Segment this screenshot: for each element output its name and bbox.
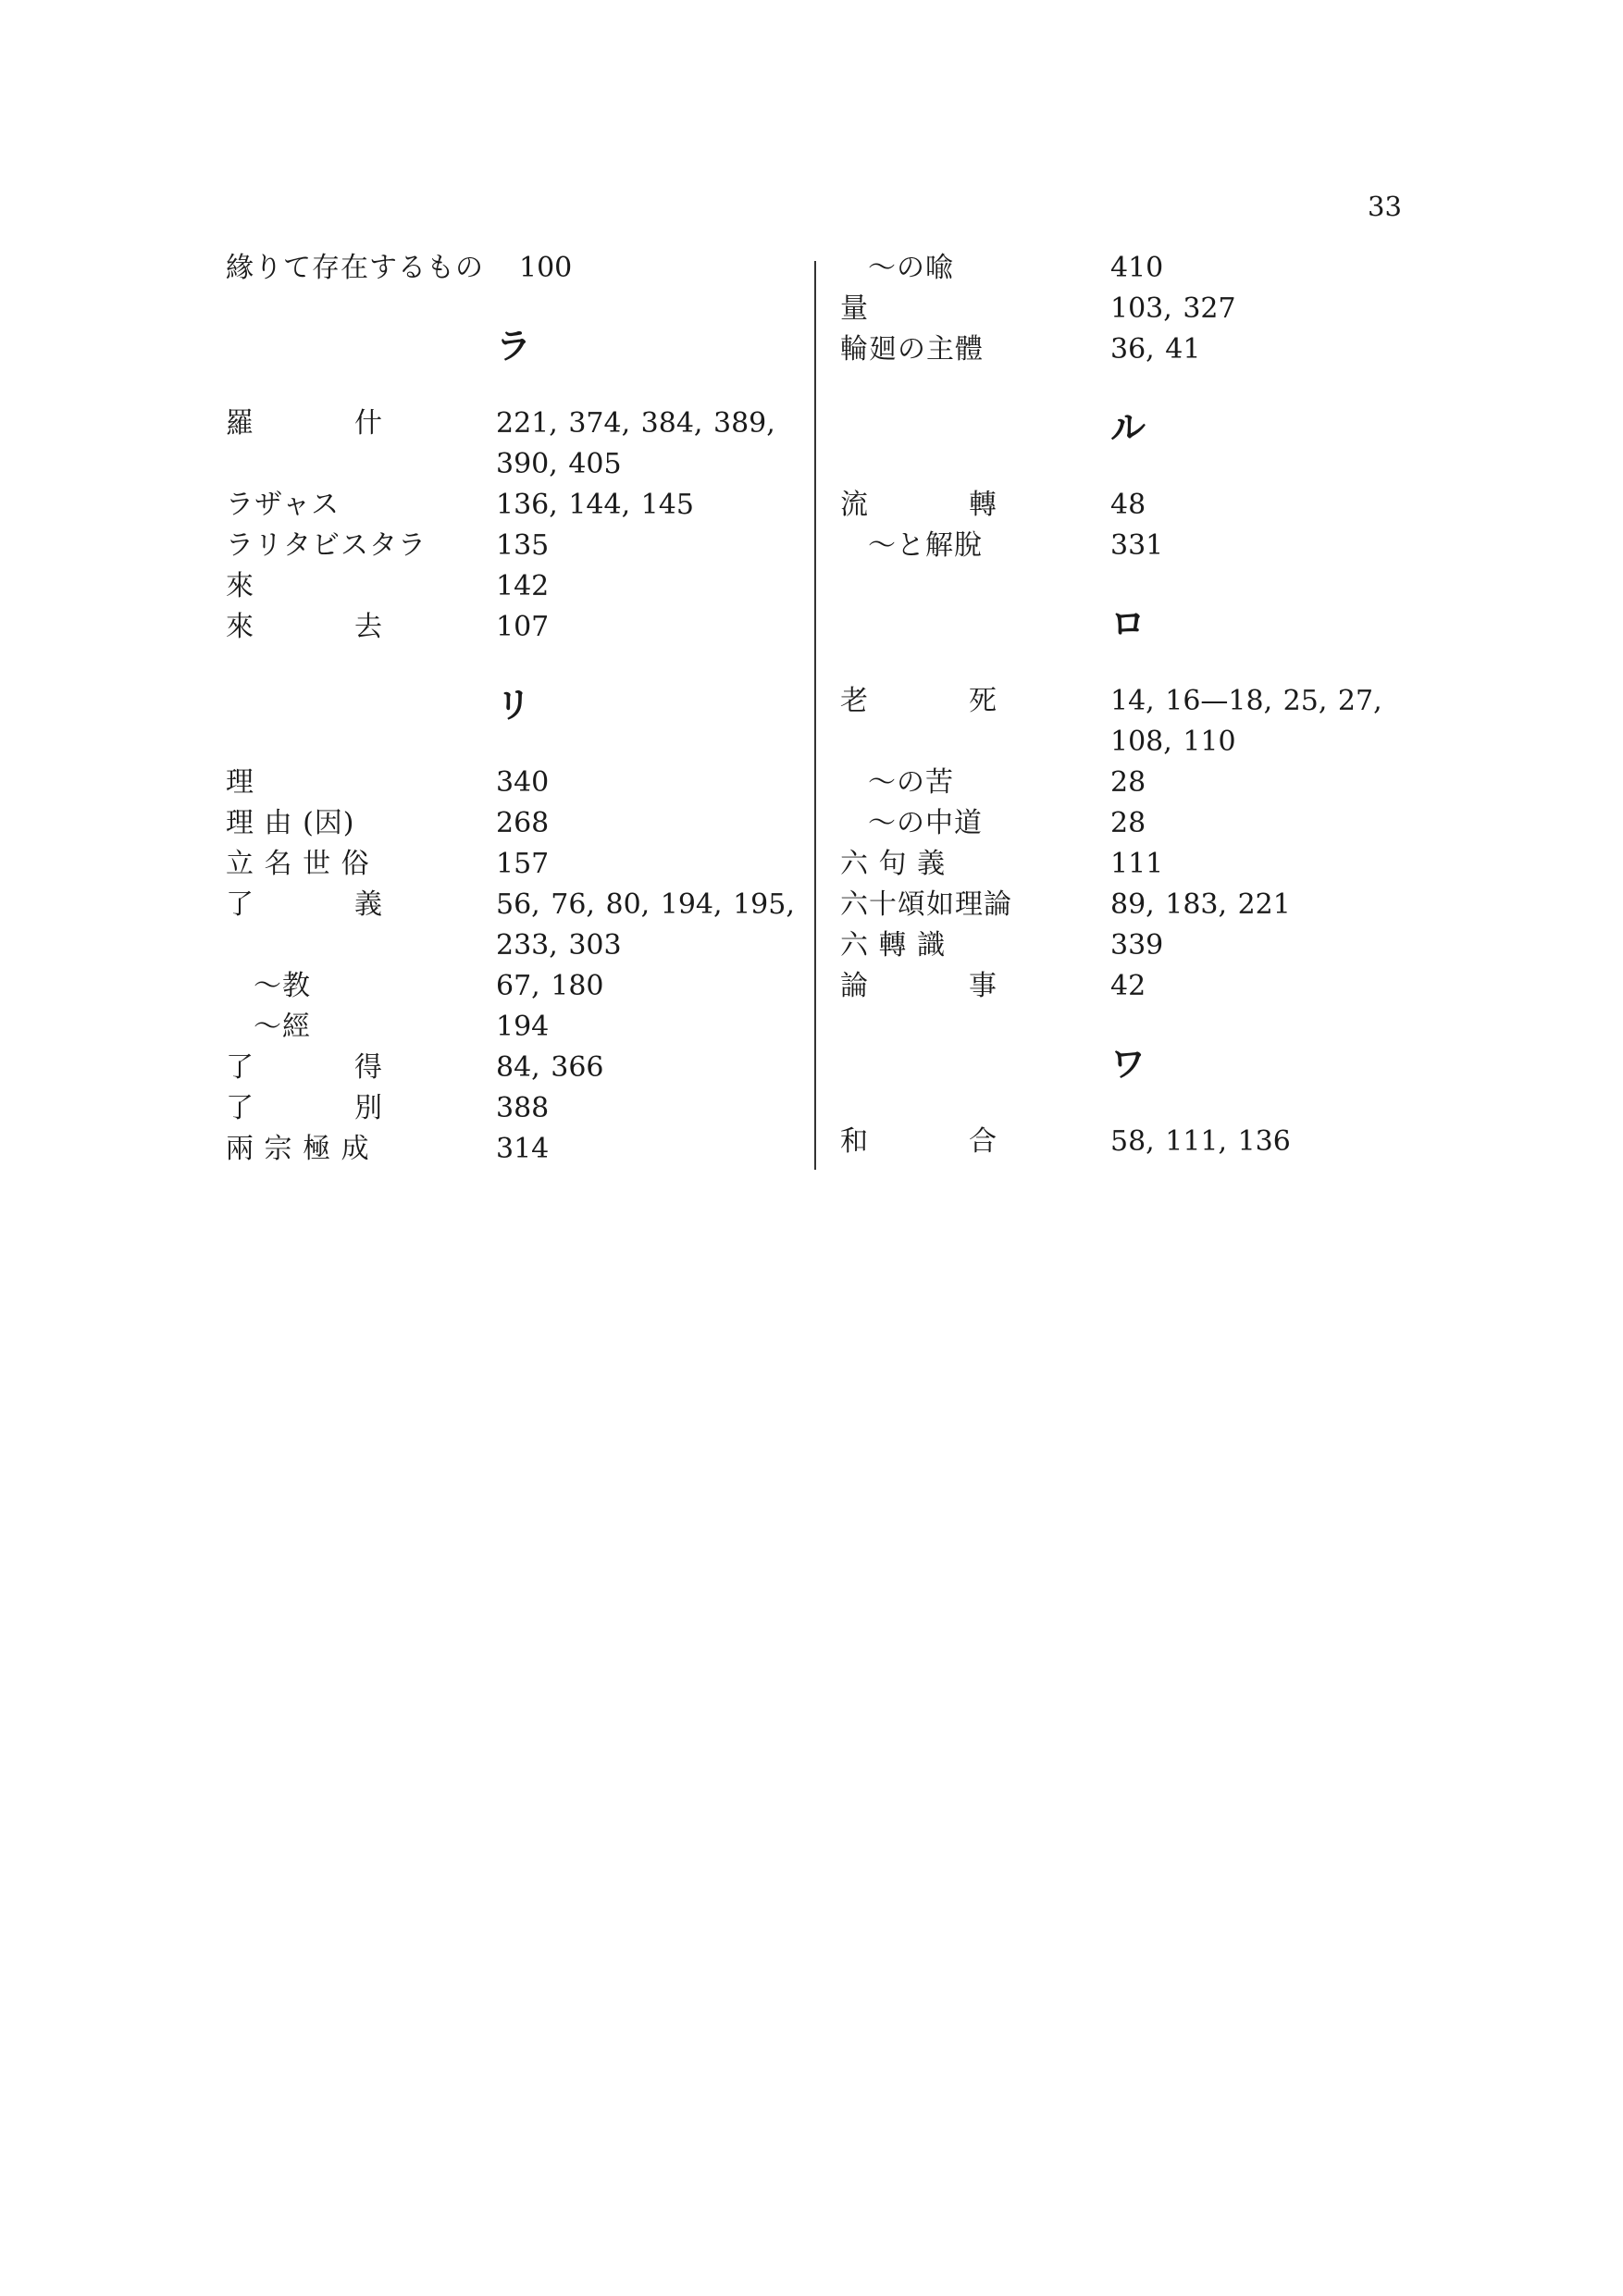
index-column-left — [226, 248, 799, 1170]
page-refs-line: 48 — [1110, 489, 1146, 521]
index-term: 理 由 (因) — [226, 807, 355, 839]
index-pages — [496, 1088, 799, 1129]
page-refs-line: 67, 180 — [496, 970, 604, 1002]
index-pages — [496, 403, 799, 485]
index-entry — [226, 607, 799, 648]
index-entry — [226, 763, 799, 803]
index-entry — [840, 289, 1414, 329]
page-refs-line: 103, 327 — [1110, 292, 1236, 325]
index-term: ～の苦 — [868, 766, 954, 799]
page-refs-line: 410 — [1110, 252, 1164, 284]
index-pages — [496, 803, 799, 844]
index-entry — [840, 248, 1414, 289]
index-term: 兩 宗 極 成 — [226, 1133, 370, 1165]
section-heading: リ — [496, 685, 532, 726]
index-entry — [840, 966, 1414, 1007]
page-refs-line: 136, 144, 145 — [496, 489, 694, 521]
page-refs-line: 233, 303 — [496, 929, 622, 962]
index-entry — [840, 803, 1414, 844]
index-entry — [226, 1007, 799, 1048]
page-refs-line: 89, 183, 221 — [1110, 888, 1291, 921]
index-pages — [1110, 289, 1414, 329]
index-entry — [840, 526, 1414, 566]
index-term: 羅 什 — [226, 407, 383, 440]
index-term: 六十頌如理論 — [840, 888, 1012, 921]
index-term: ラザャス — [226, 489, 341, 521]
index-term: 六 句 義 — [840, 848, 947, 880]
index-entry — [840, 885, 1414, 925]
index-pages — [1110, 966, 1414, 1007]
page-refs-line: 390, 405 — [496, 448, 622, 480]
page-refs-line: 56, 76, 80, 194, 195, — [496, 888, 795, 921]
index-pages — [496, 1129, 799, 1170]
index-term: ～の中道 — [868, 807, 983, 839]
index-term: 流 轉 — [840, 489, 997, 521]
page-refs-line: 111 — [1110, 848, 1164, 880]
index-term: ～と解脫 — [868, 529, 983, 562]
index-entry — [840, 681, 1414, 763]
index-entry — [226, 1048, 799, 1088]
page-refs-line: 14, 16—18, 25, 27, — [1110, 685, 1382, 717]
index-pages — [1110, 1122, 1414, 1162]
index-term: 來 去 — [226, 611, 383, 643]
index-term: 立 名 世 俗 — [226, 848, 370, 880]
index-entry — [226, 844, 799, 885]
index-entry — [840, 1122, 1414, 1162]
page-refs-line: 388 — [496, 1092, 550, 1124]
index-term: 六 轉 識 — [840, 929, 947, 962]
index-entry — [226, 248, 799, 289]
index-entry — [226, 885, 799, 966]
column-divider — [814, 261, 816, 1170]
section-heading: ロ — [1110, 603, 1146, 644]
index-term: 論 事 — [840, 970, 997, 1002]
index-term: 和 合 — [840, 1125, 997, 1158]
index-term: ～教 — [254, 970, 311, 1002]
index-entry — [840, 925, 1414, 966]
index-entry — [840, 763, 1414, 803]
page-refs-line: 221, 374, 384, 389, — [496, 407, 775, 440]
index-term: 理 — [226, 766, 254, 799]
index-pages — [519, 248, 799, 289]
index-pages — [1110, 485, 1414, 526]
index-entry — [840, 329, 1414, 370]
index-pages — [496, 1048, 799, 1088]
page-refs-line: 100 — [519, 252, 573, 284]
index-pages — [1110, 885, 1414, 925]
index-pages — [496, 485, 799, 526]
index-pages — [1110, 329, 1414, 370]
index-entry — [226, 403, 799, 485]
page-refs-line: 42 — [1110, 970, 1146, 1002]
index-pages — [1110, 248, 1414, 289]
index-pages — [496, 526, 799, 566]
page-refs-line: 268 — [496, 807, 550, 839]
index-term: 量 — [840, 292, 869, 325]
index-term: 輪廻の主體 — [840, 333, 984, 366]
page-refs-line: 58, 111, 136 — [1110, 1125, 1291, 1158]
section-heading: ル — [1110, 407, 1146, 448]
index-term: 老 死 — [840, 685, 997, 717]
page-number: 33 — [1368, 191, 1402, 222]
index-entry — [226, 1088, 799, 1129]
page-refs-line: 28 — [1110, 807, 1146, 839]
index-pages — [1110, 763, 1414, 803]
index-pages — [1110, 526, 1414, 566]
index-pages — [496, 566, 799, 607]
index-entry — [226, 485, 799, 526]
index-entry — [226, 803, 799, 844]
index-pages — [496, 966, 799, 1007]
page-refs-line: 84, 366 — [496, 1051, 604, 1084]
index-entry — [226, 526, 799, 566]
section-heading: ラ — [496, 326, 532, 366]
index-entry — [226, 1129, 799, 1170]
page-refs-line: 28 — [1110, 766, 1146, 799]
index-pages — [496, 763, 799, 803]
index-term: 了 義 — [226, 888, 383, 921]
index-pages — [496, 885, 799, 966]
page-refs-line: 331 — [1110, 529, 1164, 562]
index-entry — [840, 485, 1414, 526]
page-refs-line: 314 — [496, 1133, 550, 1165]
index-pages — [1110, 803, 1414, 844]
index-term: ～の喩 — [868, 252, 954, 284]
page-refs-line: 108, 110 — [1110, 726, 1236, 758]
page-refs-line: 135 — [496, 529, 550, 562]
section-heading: ワ — [1110, 1044, 1146, 1085]
index-term: 緣りて存在するもの — [226, 252, 484, 284]
page-refs-line: 36, 41 — [1110, 333, 1201, 366]
index-term: 了 得 — [226, 1051, 383, 1084]
index-pages — [496, 844, 799, 885]
page-refs-line: 142 — [496, 570, 550, 602]
index-column-right — [840, 248, 1414, 1162]
index-pages — [496, 1007, 799, 1048]
index-pages — [1110, 681, 1414, 763]
page-refs-line: 157 — [496, 848, 550, 880]
index-entry — [840, 844, 1414, 885]
page-refs-line: 339 — [1110, 929, 1164, 962]
index-term: 了 別 — [226, 1092, 383, 1124]
page-refs-line: 340 — [496, 766, 550, 799]
index-term: ラリタビスタラ — [226, 529, 427, 562]
page-refs-line: 107 — [496, 611, 550, 643]
index-pages — [496, 607, 799, 648]
index-entry — [226, 966, 799, 1007]
index-term: 來 — [226, 570, 254, 602]
index-term: ～經 — [254, 1011, 311, 1043]
index-entry — [226, 566, 799, 607]
index-pages — [1110, 925, 1414, 966]
index-pages — [1110, 844, 1414, 885]
page-refs-line: 194 — [496, 1011, 550, 1043]
